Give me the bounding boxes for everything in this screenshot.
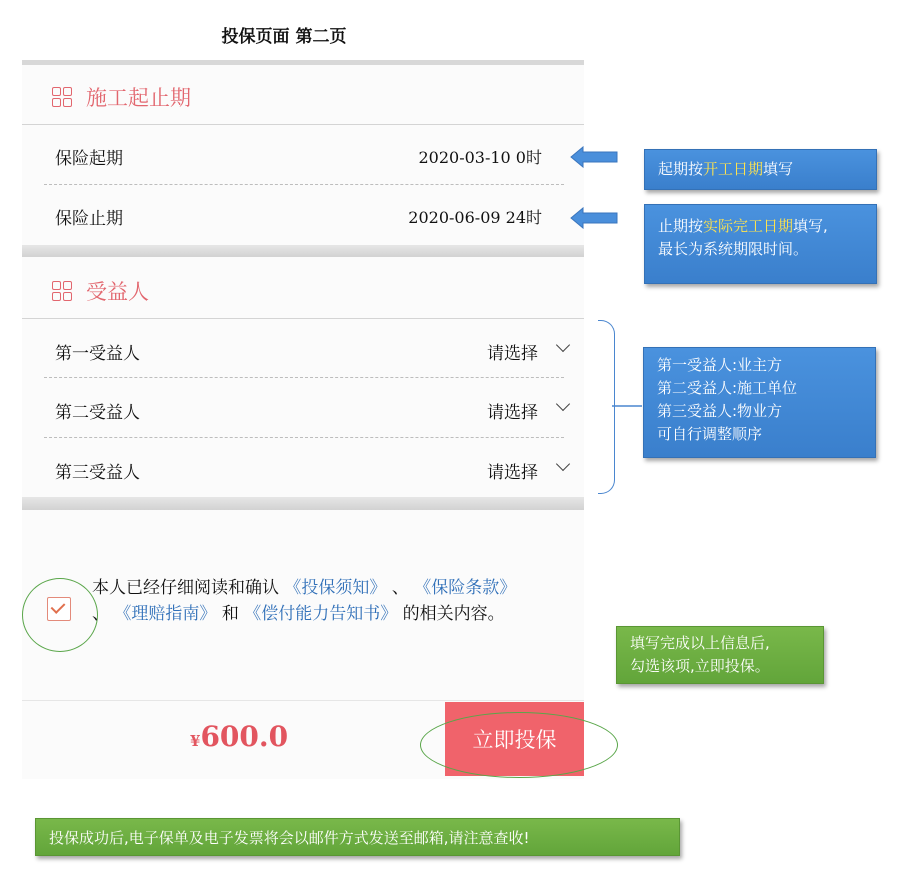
note-text: 起期按 xyxy=(658,160,704,178)
agreement-text-end: 的相关内容。 xyxy=(402,604,505,624)
agreement-separator: 、 xyxy=(391,578,409,598)
start-date-label: 保险起期 xyxy=(55,149,123,169)
section-period-header xyxy=(52,82,191,112)
note-line: 勾选该项,立即投保。 xyxy=(630,657,770,675)
note-bottom: 投保成功后,电子保单及电子发票将会以邮件方式发送至邮箱,请注意查收! xyxy=(35,818,680,856)
arrow-left-icon xyxy=(570,207,618,229)
agreement-separator: 和 xyxy=(221,604,239,624)
divider xyxy=(22,245,584,257)
divider xyxy=(22,318,584,319)
section-beneficiary-header xyxy=(52,276,149,306)
beneficiary-2-label: 第二受益人 xyxy=(55,403,140,423)
price-amount: 600.0 xyxy=(200,720,289,753)
chevron-down-icon[interactable] xyxy=(556,397,570,411)
divider xyxy=(22,60,584,65)
link-notice[interactable]: 《投保须知》 xyxy=(284,578,387,598)
link-solvency-notice[interactable]: 《偿付能力告知书》 xyxy=(244,604,398,624)
currency-symbol: ¥ xyxy=(190,732,201,750)
note-line: 填写完成以上信息后, xyxy=(630,634,770,652)
chevron-down-icon[interactable] xyxy=(556,338,570,352)
note-line: 可自行调整顺序 xyxy=(657,425,763,443)
bracket-tick-icon xyxy=(612,401,642,407)
note-beneficiary xyxy=(643,347,876,458)
note-line: 第一受益人:业主方 xyxy=(657,356,783,374)
agree-checkbox[interactable] xyxy=(47,597,71,621)
divider xyxy=(44,184,564,185)
note-text: 填写 xyxy=(763,160,794,178)
section-beneficiary-title: 受益人 xyxy=(86,280,149,304)
total-price xyxy=(190,720,288,753)
note-highlight: 开工日期 xyxy=(703,160,764,178)
page-title: 投保页面 第二页 xyxy=(221,27,347,47)
note-text: 填写, xyxy=(793,217,828,235)
link-claims-guide[interactable]: 《理赔指南》 xyxy=(114,604,217,624)
form-panel xyxy=(22,60,584,778)
arrow-left-icon xyxy=(570,146,618,168)
grid-icon xyxy=(52,87,72,107)
chevron-down-icon[interactable] xyxy=(556,457,570,471)
annotation-circle xyxy=(420,712,618,778)
beneficiary-3-label: 第三受益人 xyxy=(55,463,140,483)
divider xyxy=(22,124,584,125)
divider xyxy=(44,377,564,378)
divider xyxy=(22,497,584,510)
grid-icon xyxy=(52,281,72,301)
note-line: 第二受益人:施工单位 xyxy=(657,379,798,397)
divider xyxy=(44,437,564,438)
section-period-title: 施工起止期 xyxy=(86,86,191,110)
beneficiary-2-select[interactable]: 请选择 xyxy=(487,403,538,423)
agreement-separator: 、 xyxy=(92,604,109,624)
note-text: 止期按 xyxy=(658,217,704,235)
end-date-label: 保险止期 xyxy=(55,209,123,229)
note-line: 第三受益人:物业方 xyxy=(657,402,783,420)
buy-now-button[interactable]: 立即投保 xyxy=(445,702,584,776)
note-highlight: 实际完工日期 xyxy=(703,217,794,235)
beneficiary-1-select[interactable]: 请选择 xyxy=(487,344,538,364)
note-text: 最长为系统期限时间。 xyxy=(658,240,809,258)
note-start-date xyxy=(644,149,877,190)
note-check xyxy=(616,626,824,684)
note-end-date xyxy=(644,204,877,284)
bracket-icon xyxy=(598,320,615,494)
beneficiary-1-label: 第一受益人 xyxy=(55,344,140,364)
agreement-text-start: 本人已经仔细阅读和确认 xyxy=(92,578,279,598)
start-date-value[interactable]: 2020-03-10 0时 xyxy=(418,148,542,167)
link-terms[interactable]: 《保险条款》 xyxy=(414,578,517,598)
agreement-text xyxy=(92,575,532,627)
end-date-value[interactable]: 2020-06-09 24时 xyxy=(408,208,542,227)
beneficiary-3-select[interactable]: 请选择 xyxy=(487,463,538,483)
